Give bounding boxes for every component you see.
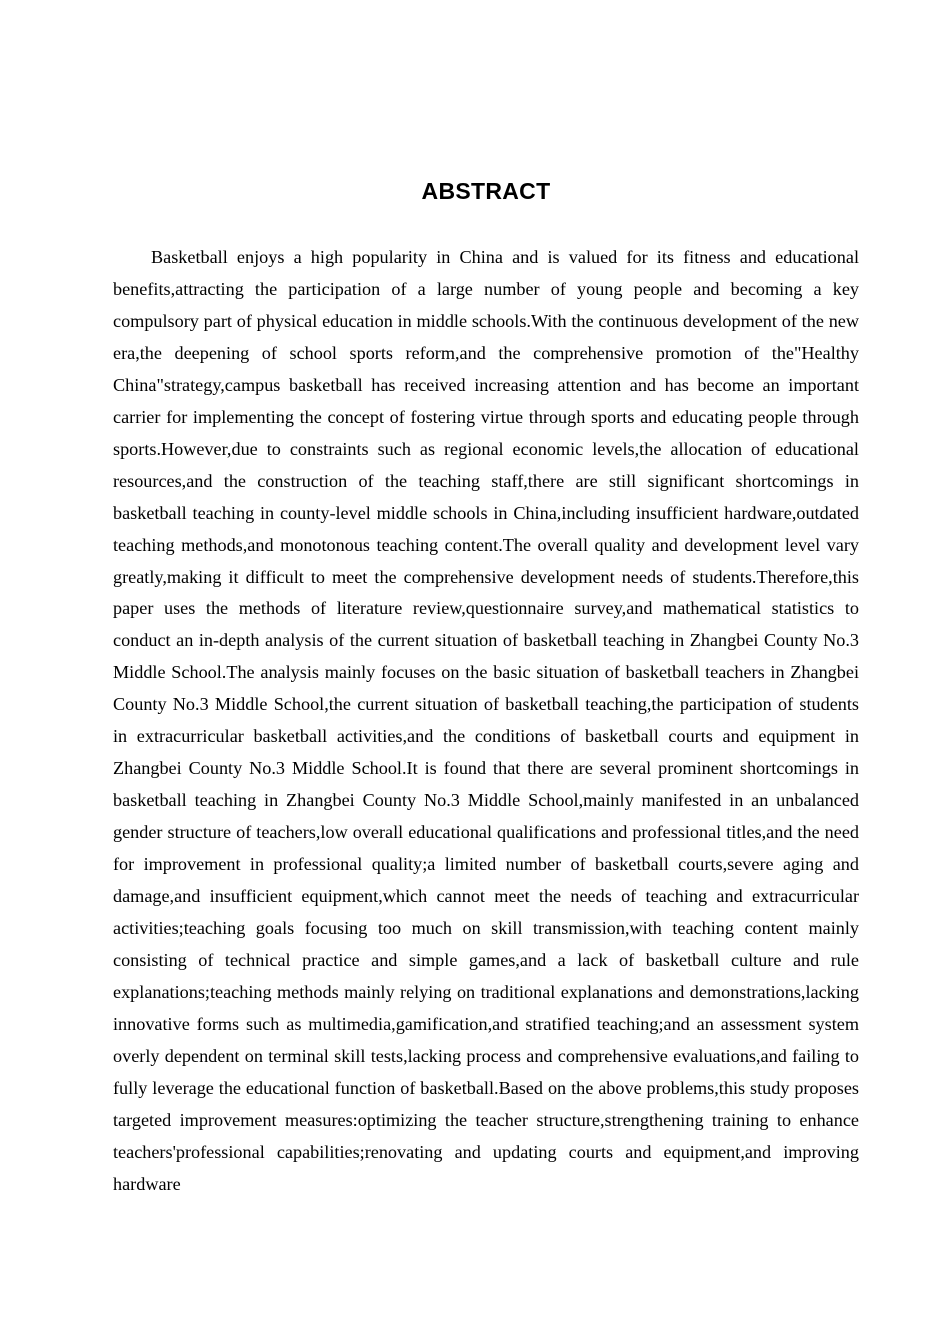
abstract-title: ABSTRACT	[421, 178, 551, 204]
abstract-paragraph: Basketball enjoys a high popularity in China and is valued for its fitness and educational benefits,attracting the participation of a large number of young people and becoming a key compulsory part of physical education in middle schools.With the continuous development of the new era,the deepening of school sports reform,and the comprehensive promotion of the"Healthy China"strategy,campus basketball has received increasing attention and has become an important carrier for implementing the concept of fostering virtue through sports and educating people through sports.However,due to constraints such as regional economic levels,the allocation of educational resources,and the construction of the teaching staff,there are still significant shortcomings in basketball teaching in county-level middle schools in China,including insufficient hardware,outdated teaching methods,and monotonous teaching content.The overall quality and development level vary greatly,making it difficult to meet the comprehensive development needs of students.Therefore,this paper uses the methods of literature review,questionnaire survey,and mathematical statistics to conduct an in-depth analysis of the current situation of basketball teaching in Zhangbei County No.3 Middle School.The analysis mainly focuses on the basic situation of basketball teachers in Zhangbei County No.3 Middle School,the current situation of basketball teaching,the participation of students in extracurricular basketball activities,and the conditions of basketball courts and equipment in Zhangbei County No.3 Middle School.It is found that there are several prominent shortcomings in basketball teaching in Zhangbei County No.3 Middle School,mainly manifested in an unbalanced gender structure of teachers,low overall educational qualifications and professional titles,and the need for improvement in professional quality;a limited number of basketball courts,severe aging and damage,and insufficient equipment,which cannot meet the needs of teaching and extracurricular activities;teaching goals focusing too much on skill transmission,with teaching content mainly consisting of technical practice and simple games,and a lack of basketball culture and rule explanations;teaching methods mainly relying on traditional explanations and demonstrations,lacking innovative forms such as multimedia,gamification,and stratified teaching;and an assessment system overly dependent on terminal skill tests,lacking process and comprehensive evaluations,and failing to fully leverage the educational function of basketball.Based on the above problems,this study proposes targeted improvement measures:optimizing the teacher structure,strengthening training to enhance teachers'professional capabilities;renovating and updating courts and equipment,and improving hardware	[113, 247, 859, 1194]
